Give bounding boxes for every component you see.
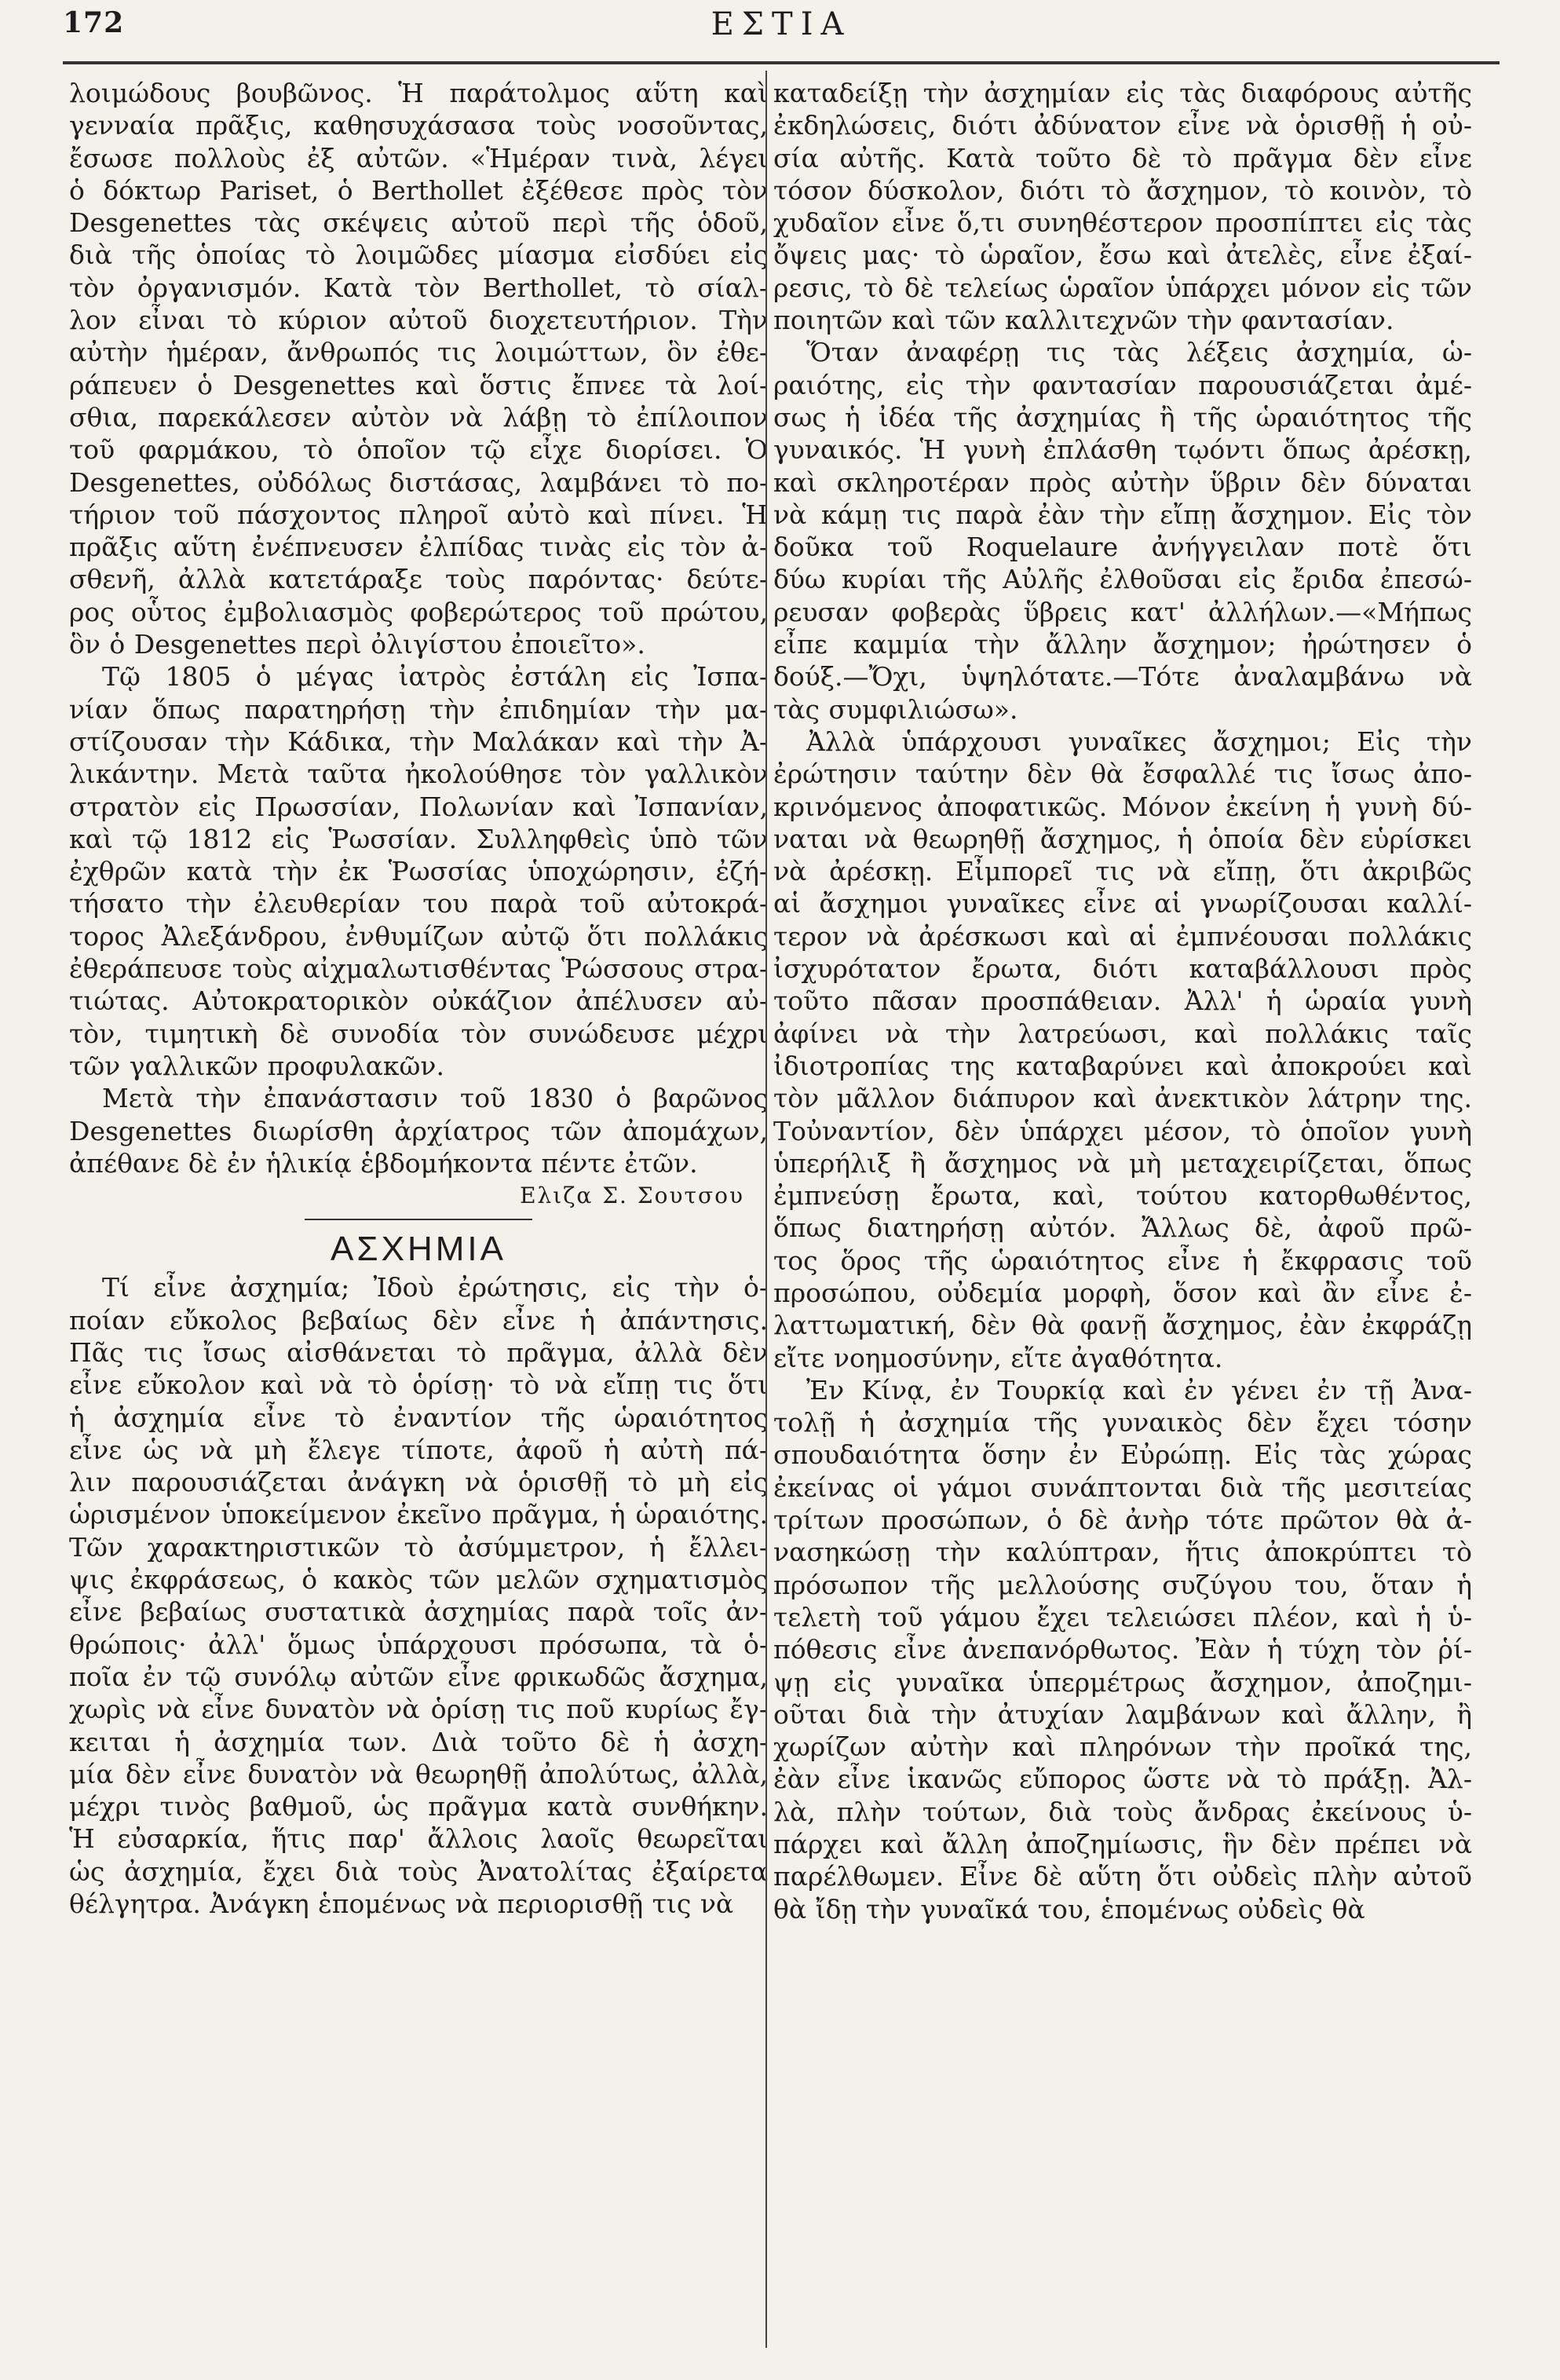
text-line: ὡρισμένον ὑποκείμενον ἐκεῖνο πρᾶγμα, ἡ ὡραιότης. bbox=[69, 1499, 768, 1530]
text-line: δύω κυρίαι τῆς Αὐλῆς ἐλθοῦσαι εἰς ἔριδα ἐπεσώ- bbox=[773, 564, 1472, 595]
text-line: αἱ ἄσχημοι γυναῖκες εἶνε αἱ γνωρίζουσαι καλλί- bbox=[773, 888, 1472, 919]
text-line: δοῦκα τοῦ Roquelaure ἀνήγγειλαν ποτὲ ὅτι bbox=[773, 532, 1472, 563]
text-line: νὰ κάμῃ τις παρὰ ἐὰν τὴν εἴπῃ ἄσχημον. Εἰς τὸν bbox=[773, 499, 1472, 530]
text-line: αὐτὴν ἡμέραν, ἄνθρωπός τις λοιμώττων, ὃν ἐθε- bbox=[69, 337, 768, 368]
text-line: ἰσχυρότατον ἔρωτα, διότι καταβάλλουσι πρὸς bbox=[773, 953, 1472, 985]
text-line: μία δὲν εἶνε δυνατὸν νὰ θεωρηθῇ ἀπολύτως, ἀλλὰ, bbox=[69, 1758, 768, 1790]
text-line: διὰ τῆς ὁποίας τὸ λοιμῶδες μίασμα εἰσδύει εἰς bbox=[69, 239, 768, 271]
text-line: Ἐν Κίνᾳ, ἐν Τουρκίᾳ καὶ ἐν γένει ἐν τῇ Ἀνα- bbox=[806, 1374, 1472, 1406]
text-line: οῦται διὰ τὴν ἀτυχίαν λαμβάνων καὶ ἄλλην, ἢ bbox=[773, 1698, 1472, 1730]
text-line: κειται ἡ ἀσχημία των. Διὰ τοῦτο δὲ ἡ ἀσχη- bbox=[69, 1726, 768, 1757]
right-column-text bbox=[773, 77, 1472, 1925]
text-line: χυδαῖον εἶνε ὅ,τι συνηθέστερον προσπίπτει εἰς τὰς bbox=[773, 207, 1472, 239]
text-line: ἔσωσε πολλοὺς ἐξ αὐτῶν. «Ἡμέραν τινὰ, λέγει bbox=[69, 142, 768, 174]
text-line: τόσον δύσκολον, διότι τὸ ἄσχημον, τὸ κοινὸν, τὸ bbox=[773, 174, 1472, 206]
text-line: Desgenettes διωρίσθη ἀρχίατρος τῶν ἀπομάχων, bbox=[69, 1115, 768, 1146]
text-line: ρευσαν φοβερὰς ὕβρεις κατ' ἀλλήλων.—«Μήπως bbox=[773, 596, 1472, 627]
section-heading: ΑΣΧΗΜΙΑ bbox=[331, 1230, 506, 1269]
text-line: τρίτων προσώπων, ὁ δὲ ἀνὴρ τότε πρῶτον θὰ ἀ- bbox=[773, 1504, 1472, 1536]
text-line: εἴτε νοημοσύνην, εἴτε ἀγαθότητα. bbox=[773, 1342, 1223, 1373]
page-number: 172 bbox=[63, 6, 125, 39]
text-line: τολῇ ἡ ἀσχημία τῆς γυναικὸς δὲν ἔχει τόσην bbox=[773, 1407, 1472, 1439]
column-rule bbox=[765, 71, 767, 2348]
text-line: τος ὅρος τῆς ὡραιότητος εἶνε ἡ ἔκφρασις τοῦ bbox=[773, 1245, 1472, 1276]
text-line: ἡ ἀσχημία εἶνε τὸ ἐναντίον τῆς ὡραιότητος bbox=[69, 1402, 768, 1433]
text-line: ἐκείνας οἱ γάμοι συνάπτονται διὰ τῆς μεσιτείας bbox=[773, 1472, 1472, 1503]
text-line: ψῃ εἰς γυναῖκα ὑπερμέτρως ἄσχημον, ἀποζημι- bbox=[773, 1666, 1472, 1698]
text-line: ὡς ἀσχημία, ἔχει διὰ τοὺς Ἀνατολίτας ἐξαίρετα bbox=[69, 1855, 768, 1887]
right-column bbox=[773, 77, 1472, 1925]
text-line: ἐὰν εἶνε ἱκανῶς εὔπορος ὥστε νὰ τὸ πράξῃ. Ἀλ- bbox=[773, 1764, 1472, 1795]
text-line: ἀπέθανε δὲ ἐν ἡλικίᾳ ἑβδομήκοντα πέντε ἐτῶν. bbox=[69, 1147, 698, 1179]
text-line: ὄψεις μας· τὸ ὡραῖον, ἔσω καὶ ἀτελὲς, εἶνε ἐξαί- bbox=[773, 239, 1472, 271]
text-line: λὰ, πλὴν τούτων, διὰ τοὺς ἄνδρας ἐκείνους ὑ- bbox=[773, 1796, 1472, 1827]
text-line: Ὅταν ἀναφέρῃ τις τὰς λέξεις ἀσχημία, ὡ- bbox=[806, 337, 1472, 368]
text-line: ποιητῶν καὶ τῶν καλλιτεχνῶν τὴν φαντασίαν. bbox=[773, 305, 1394, 336]
text-line: ρος οὗτος ἐμβολιασμὸς φοβερώτερος τοῦ πρώτου, bbox=[69, 596, 768, 627]
running-title: ΕΣΤΙΑ bbox=[711, 6, 852, 42]
text-line: Τῶν χαρακτηριστικῶν τὸ ἀσύμμετρον, ἡ ἔλλει- bbox=[69, 1531, 768, 1563]
text-line: ψις ἐκφράσεως, ὁ κακὸς τῶν μελῶν σχηματισμὸς bbox=[69, 1564, 768, 1596]
text-line: ραιότης, εἰς τὴν φαντασίαν παρουσιάζεται ἀμέ- bbox=[773, 369, 1472, 400]
text-line: ράπευεν ὁ Desgenettes καὶ ὅστις ἔπνεε τὰ λοί- bbox=[69, 369, 768, 400]
text-line: τὸν μᾶλλον διάπυρον καὶ ἀνεκτικὸν λάτρην της. bbox=[773, 1083, 1472, 1114]
text-line: σθια, παρεκάλεσεν αὐτὸν νὰ λάβῃ τὸ ἐπίλοιπον bbox=[69, 401, 768, 433]
text-line: τήσατο τὴν ἐλευθερίαν του παρὰ τοῦ αὐτοκρά- bbox=[69, 888, 768, 919]
text-line: νὰ ἀρέσκῃ. Εἶμπορεῖ τις νὰ εἴπῃ, ὅτι ἀκριβῶς bbox=[773, 856, 1472, 887]
text-line: ὃν ὁ Desgenettes περὶ ὀλιγίστου ἐποιεῖτο». bbox=[69, 629, 645, 660]
text-line: θὰ ἴδῃ τὴν γυναῖκά του, ἑπομένως οὐδεὶς θὰ bbox=[773, 1893, 1365, 1925]
text-line: ἰδιοτροπίας της καταβαρύνει καὶ ἀποκρούει καὶ bbox=[773, 1050, 1472, 1081]
text-line: λαττωματική, δὲν θὰ φανῇ ἄσχημος, ἐὰν ἐκφράζῃ bbox=[773, 1310, 1472, 1341]
page-header bbox=[63, 6, 1500, 61]
text-line: κρινόμενος ἀποφατικῶς. Μόνον ἐκείνη ἡ γυνὴ δύ- bbox=[773, 791, 1472, 822]
text-line: εἶπε καμμία τὴν ἄλλην ἄσχημον; ἠρώτησεν ὁ bbox=[773, 629, 1472, 660]
text-line: Τί εἶνε ἀσχημία; Ἰδοὺ ἐρώτησις, εἰς τὴν ὁ- bbox=[102, 1272, 768, 1303]
text-line: δούξ.—Ὄχι, ὑψηλότατε.—Τότε ἀναλαμβάνω νὰ bbox=[773, 661, 1472, 693]
text-line: ἐκδηλώσεις, διότι ἀδύνατον εἶνε νὰ ὁρισθῇ ἡ οὐ- bbox=[773, 110, 1472, 141]
text-line: θέλγητρα. Ἀνάγκη ἑπομένως νὰ περιορισθῇ τις νὰ bbox=[69, 1888, 734, 1920]
text-line: γενναία πρᾶξις, καθησυχάσασα τοὺς νοσοῦντας, bbox=[69, 110, 768, 141]
text-line: πρᾶξις αὕτη ἐνέπνευσεν ἐλπίδας τινὰς εἰς τὸν ἀ- bbox=[69, 532, 768, 563]
text-line: τοῦτο πᾶσαν προσπάθειαν. Ἀλλ' ἡ ὡραία γυνὴ bbox=[773, 985, 1472, 1017]
text-line: θρώποις· ἀλλ' ὅμως ὑπάρχουσι πρόσωπα, τὰ ὁ- bbox=[69, 1629, 768, 1660]
text-line: Πᾶς τις ἴσως αἰσθάνεται τὸ πρᾶγμα, ἀλλὰ δὲν bbox=[69, 1336, 768, 1368]
text-line: τὰς συμφιλιώσω». bbox=[773, 693, 1018, 725]
text-line: χωρίζων αὐτὴν καὶ πληρόνων τὴν προῖκά της, bbox=[773, 1731, 1472, 1763]
text-line: σως ἡ ἰδέα τῆς ἀσχημίας ἢ τῆς ὡραιότητος τῆς bbox=[773, 401, 1472, 433]
author-signature: Ελιζα Σ. Σουτσου bbox=[520, 1183, 744, 1209]
text-line: Τῷ 1805 ὁ μέγας ἰατρὸς ἐστάλη εἰς Ἰσπα- bbox=[102, 661, 768, 693]
text-line: τορος Ἀλεξάνδρου, ἐνθυμίζων αὐτῷ ὅτι πολλάκις bbox=[69, 920, 768, 952]
text-line: ναται νὰ θεωρηθῇ ἄσχημος, ἡ ὁποία δὲν εὑρίσκει bbox=[773, 823, 1472, 854]
text-line: νίαν ὅπως παρατηρήσῃ τὴν ἐπιδημίαν τὴν μα- bbox=[69, 693, 768, 725]
text-line: πόθεσις εἶνε ἀνεπανόρθωτος. Ἐὰν ἡ τύχη τὸν ῥί- bbox=[773, 1634, 1472, 1665]
text-line: ἐμπνεύσῃ ἔρωτα, καὶ, τούτου κατορθωθέντος, bbox=[773, 1180, 1472, 1212]
text-line: Ἡ εὐσαρκία, ἥτις παρ' ἄλλοις λαοῖς θεωρεῖται bbox=[69, 1823, 768, 1855]
text-line: Desgenettes, οὐδόλως διστάσας, λαμβάνει τὸ πο- bbox=[69, 466, 768, 498]
text-line: ἐθεράπευσε τοὺς αἰχμαλωτισθέντας Ῥώσσους στρα- bbox=[69, 953, 768, 985]
text-line: ἀφίνει νὰ τὴν λατρεύωσι, καὶ πολλάκις ταῖς bbox=[773, 1018, 1472, 1049]
left-column bbox=[69, 77, 768, 1920]
text-line: Ἀλλὰ ὑπάρχουσι γυναῖκες ἄσχημοι; Εἰς τὴν bbox=[806, 726, 1472, 757]
text-line: χωρὶς νὰ εἶνε δυνατὸν νὰ ὁρίσῃ τις ποῦ κυρίως ἔγ- bbox=[69, 1694, 768, 1725]
text-line: τὸν ὀργανισμόν. Κατὰ τὸν Berthollet, τὸ σίαλ- bbox=[69, 272, 768, 303]
text-line: τελετὴ τοῦ γάμου ἔχει τελειώσει πλέον, καὶ ἡ ὑ- bbox=[773, 1601, 1472, 1632]
text-line: στίζουσαν τὴν Κάδικα, τὴν Μαλάκαν καὶ τὴν Ἀ- bbox=[69, 726, 768, 757]
text-line: εἶνε εὔκολον καὶ νὰ τὸ ὁρίσῃ· τὸ νὰ εἴπῃ τις ὅτι bbox=[69, 1369, 768, 1401]
text-line: πάρχει καὶ ἄλλη ἀποζημίωσις, ἣν δὲν πρέπει νὰ bbox=[773, 1829, 1472, 1860]
text-line: λοιμώδους βουβῶνος. Ἡ παράτολμος αὕτη καὶ bbox=[69, 78, 768, 108]
text-line: ὑπερήλιξ ἢ ἄσχημος νὰ μὴ μεταχειρίζεται, ὅπως bbox=[773, 1147, 1472, 1179]
text-line: γυναικός. Ἡ γυνὴ ἐπλάσθη τῳόντι ὅπως ἀρέσκῃ, bbox=[773, 434, 1472, 466]
text-line: ὅπως διατηρήσῃ αὐτόν. Ἄλλως δὲ, ἀφοῦ πρῶ- bbox=[773, 1212, 1472, 1244]
text-line: ρεσις, τὸ δὲ τελείως ὡραῖον ὑπάρχει μόνον εἰς τῶν bbox=[773, 272, 1472, 303]
text-line: πρόσωπον τῆς μελλούσης συζύγου του, ὅταν ἡ bbox=[773, 1569, 1472, 1600]
text-line: λιν παρουσιάζεται ἀνάγκη νὰ ὁρισθῇ τὸ μὴ εἰς bbox=[69, 1467, 768, 1498]
text-line: εἶνε ὡς νὰ μὴ ἔλεγε τίποτε, ἀφοῦ ἡ αὐτὴ πά- bbox=[69, 1434, 768, 1465]
text-line: Μετὰ τὴν ἐπανάστασιν τοῦ 1830 ὁ βαρῶνος bbox=[102, 1083, 768, 1114]
text-line: εἶνε βεβαίως συστατικὰ ἀσχημίας παρὰ τοῖς ἀν- bbox=[69, 1596, 768, 1628]
text-line: νασηκώσῃ τὴν καλύπτραν, ἥτις ἀποκρύπτει τὸ bbox=[773, 1537, 1472, 1568]
text-line: τοῦ φαρμάκου, τὸ ὁποῖον τῷ εἶχε διορίσει. Ὁ bbox=[69, 434, 768, 466]
text-line: λον εἶναι τὸ κύριον αὐτοῦ διοχετευτήριον. Τὴν bbox=[69, 305, 768, 336]
text-line: Τοὐναντίον, δὲν ὑπάρχει μέσον, τὸ ὁποῖον γυνὴ bbox=[773, 1115, 1472, 1146]
text-line: τιώτας. Αὐτοκρατορικὸν οὐκάζιον ἀπέλυσεν αὐ- bbox=[69, 985, 768, 1017]
text-line: ἐρώτησιν ταύτην δὲν θὰ ἔσφαλλέ τις ἴσως ἀπο- bbox=[773, 759, 1472, 790]
text-line: ποῖα ἐν τῷ συνόλῳ αὐτῶν εἶνε φρικωδῶς ἄσχημα, bbox=[69, 1661, 768, 1692]
text-line: τῶν γαλλικῶν προφυλακῶν. bbox=[69, 1050, 444, 1081]
header-rule bbox=[63, 61, 1500, 64]
text-line: καὶ σκληροτέραν πρὸς αὐτὴν ὕβριν δὲν δύναται bbox=[773, 466, 1472, 498]
text-line: τερον νὰ ἀρέσκωσι καὶ αἱ ἐμπνέουσαι πολλάκις bbox=[773, 920, 1472, 952]
text-line: σθενῆ, ἀλλὰ κατετάραξε τοὺς παρόντας· δεύτε- bbox=[69, 564, 768, 595]
text-line: λικάντην. Μετὰ ταῦτα ἠκολούθησε τὸν γαλλικὸν bbox=[69, 759, 768, 790]
text-line: τήριον τοῦ πάσχοντος πληροῖ αὐτὸ καὶ πίνει. Ἡ bbox=[69, 499, 768, 530]
text-line: καταδείξῃ τὴν ἀσχημίαν εἰς τὰς διαφόρους αὐτῆς bbox=[773, 78, 1472, 108]
text-line: τὸν, τιμητικὴ δὲ συνοδία τὸν συνώδευσε μέχρι bbox=[69, 1018, 768, 1049]
text-line: ἐχθρῶν κατὰ τὴν ἐκ Ῥωσσίας ὑποχώρησιν, ἐζή- bbox=[69, 856, 768, 887]
section-body bbox=[69, 1271, 768, 1920]
text-line: σία αὐτῆς. Κατὰ τοῦτο δὲ τὸ πρᾶγμα δὲν εἶνε bbox=[773, 142, 1472, 174]
text-line: στρατὸν εἰς Πρωσσίαν, Πολωνίαν καὶ Ἰσπανίαν, bbox=[69, 791, 768, 822]
text-line: προσώπου, οὐδεμία μορφὴ, ὅσον καὶ ἂν εἶνε ἐ- bbox=[773, 1277, 1472, 1308]
article-ending bbox=[69, 77, 768, 1179]
text-line: ὁ δόκτωρ Pariset, ὁ Berthollet ἐξέθεσε πρὸς τὸν bbox=[69, 174, 768, 206]
text-line: καὶ τῷ 1812 εἰς Ῥωσσίαν. Συλληφθεὶς ὑπὸ τῶν bbox=[69, 823, 768, 854]
text-line: ποίαν εὔκολος βεβαίως δὲν εἶνε ἡ ἀπάντησις. bbox=[69, 1304, 768, 1336]
text-line: μέχρι τινὸς βαθμοῦ, ὡς πρᾶγμα κατὰ συνθήκην. bbox=[69, 1791, 768, 1822]
text-line: σπουδαιότητα ὅσην ἐν Εὐρώπῃ. Εἰς τὰς χώρας bbox=[773, 1439, 1472, 1471]
text-line: Desgenettes τὰς σκέψεις αὐτοῦ περὶ τῆς ὁδοῦ, bbox=[69, 207, 768, 239]
text-line: παρέλθωμεν. Εἶνε δὲ αὕτη ὅτι οὐδεὶς πλὴν αὐτοῦ bbox=[773, 1861, 1472, 1892]
section-divider bbox=[69, 1212, 768, 1227]
